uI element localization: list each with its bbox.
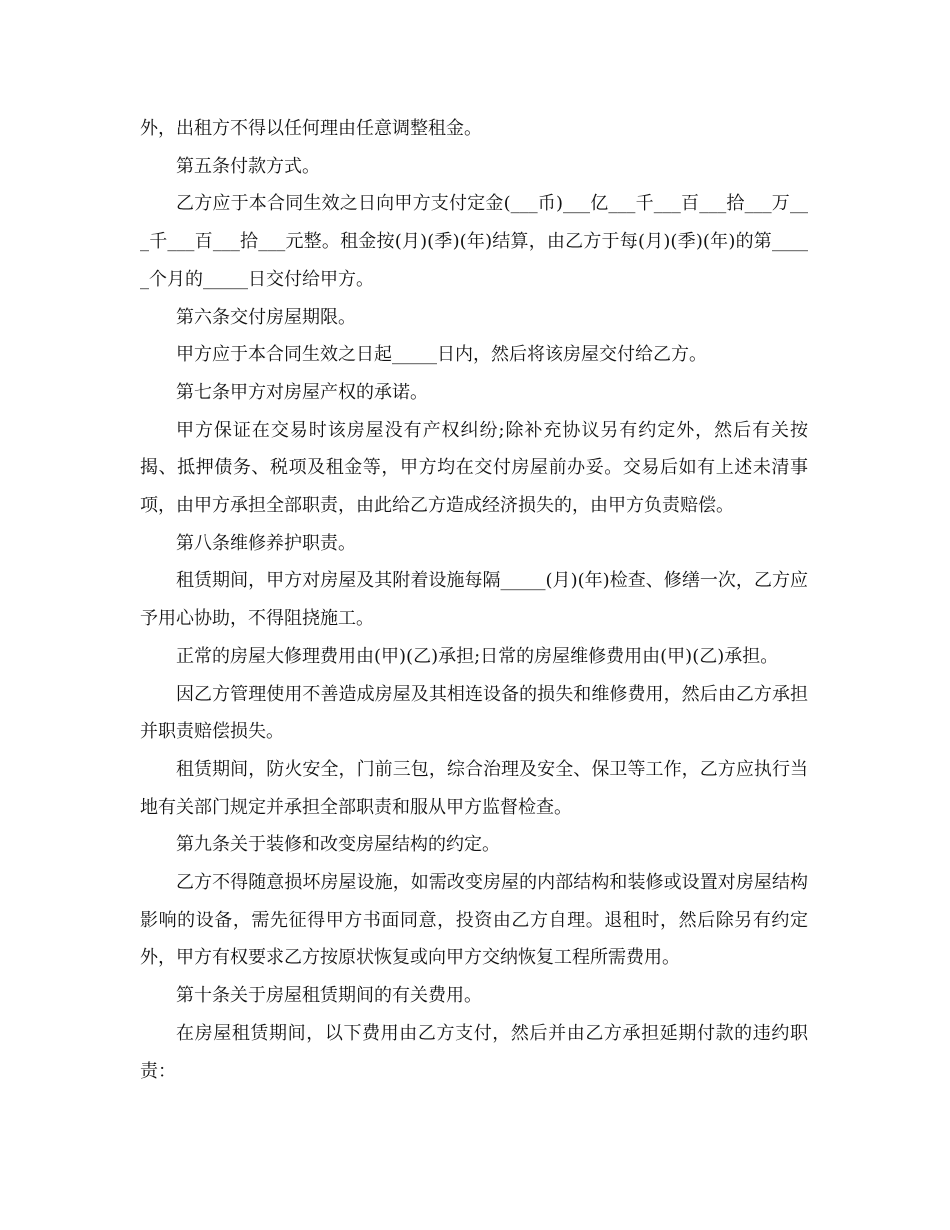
paragraph: 在房屋租赁期间，以下费用由乙方支付，然后并由乙方承担延期付款的违约职责：	[140, 1022, 808, 1082]
paragraph: 甲方应于本合同生效之日起_____日内，然后将该房屋交付给乙方。	[176, 344, 707, 366]
paragraph: 因乙方管理使用不善造成房屋及其相连设备的损失和维修费用，然后由乙方承担并职责赔偿损失。	[140, 683, 808, 743]
clause-heading-8: 第八条维修养护职责。	[176, 532, 356, 554]
clause-heading-6: 第六条交付房屋期限。	[176, 306, 356, 328]
paragraph: 乙方应于本合同生效之日向甲方支付定金(___币)___亿___千___百___拾___万___千___百___拾___元整。租金按(月)(季)(年)结算，由乙方于每(月)(季)(年)的第_____个月的_____日交付给甲方。	[140, 193, 808, 290]
paragraph-continued: 外，出租方不得以任何理由任意调整租金。	[140, 118, 482, 139]
paragraph: 租赁期间，防火安全，门前三包，综合治理及安全、保卫等工作，乙方应执行当地有关部门规定并承担全部职责和服从甲方监督检查。	[140, 758, 808, 818]
paragraph: 乙方不得随意损坏房屋设施，如需改变房屋的内部结构和装修或设置对房屋结构影响的设备，需先征得甲方书面同意，投资由乙方自理。退租时，然后除另有约定外，甲方有权要求乙方按原状恢复或向甲方交纳恢复工程所需费用。	[140, 872, 808, 969]
paragraph: 租赁期间，甲方对房屋及其附着设施每隔_____(月)(年)检查、修缮一次，乙方应予用心协助，不得阻挠施工。	[140, 570, 808, 630]
paragraph: 甲方保证在交易时该房屋没有产权纠纷;除补充协议另有约定外，然后有关按揭、抵押债务、税项及租金等，甲方均在交付房屋前办妥。交易后如有上述未清事项，由甲方承担全部职责，由此给乙方造成经济损失的，由甲方负责赔偿。	[140, 419, 808, 517]
clause-heading-5: 第五条付款方式。	[176, 155, 320, 177]
clause-heading-9: 第九条关于装修和改变房屋结构的约定。	[176, 834, 500, 856]
document-body	[140, 110, 808, 1090]
clause-heading-10: 第十条关于房屋租赁期间的有关费用。	[176, 985, 482, 1007]
clause-heading-7: 第七条甲方对房屋产权的承诺。	[176, 381, 428, 403]
paragraph: 正常的房屋大修理费用由(甲)(乙)承担;日常的房屋维修费用由(甲)(乙)承担。	[176, 645, 779, 667]
